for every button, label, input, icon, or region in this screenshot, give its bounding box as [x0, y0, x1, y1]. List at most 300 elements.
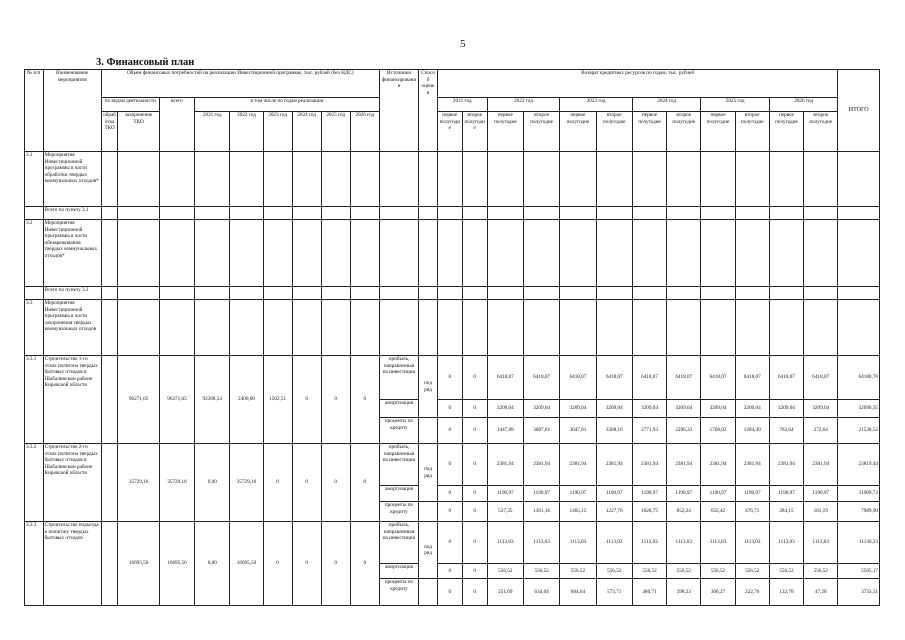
return-value: 2381,94 [804, 444, 838, 486]
empty-cell [379, 152, 418, 207]
return-value: 1113,03 [632, 522, 666, 564]
empty-cell [632, 300, 666, 356]
return-value: 0 [437, 564, 462, 579]
return-value: 1113,03 [523, 522, 559, 564]
burial-value: 16695,50 [118, 522, 160, 606]
empty-cell [769, 220, 803, 287]
return-value: 556,52 [804, 564, 838, 579]
empty-cell [560, 220, 596, 287]
header-method: Способ оценки [419, 70, 438, 152]
processing-value [101, 444, 118, 522]
return-value: 1113,03 [487, 522, 523, 564]
empty-cell [118, 207, 160, 220]
empty-cell [379, 207, 418, 220]
empty-cell [838, 300, 880, 356]
empty-cell [838, 220, 880, 287]
empty-cell [596, 207, 632, 220]
return-value: 6418,07 [804, 356, 838, 400]
return-value: 306,27 [701, 579, 735, 606]
empty-cell [118, 220, 160, 287]
return-value: 537,35 [487, 502, 523, 522]
return-value: 0 [437, 579, 462, 606]
empty-cell [437, 300, 462, 356]
processing-value [101, 356, 118, 444]
empty-cell [560, 152, 596, 207]
return-value: 480,71 [632, 579, 666, 606]
return-value: 852,24 [667, 502, 701, 522]
row-name: Строительство 1-го этапа полигона твердых бытовых отходов в Шабалинском районе Кировской области [43, 356, 101, 444]
empty-cell [263, 287, 292, 300]
empty-cell [321, 287, 350, 300]
row-total: 23819,44 [838, 444, 880, 486]
return-value: 1113,03 [701, 522, 735, 564]
empty-cell [462, 287, 487, 300]
return-value: 1190,97 [596, 486, 632, 502]
return-value: 3209,04 [701, 400, 735, 418]
return-value: 1190,97 [487, 486, 523, 502]
header-first-half: первое полугодие [437, 112, 462, 152]
empty-cell [230, 287, 263, 300]
empty-cell [560, 207, 596, 220]
empty-cell [667, 152, 701, 207]
return-value: 556,52 [735, 564, 769, 579]
empty-cell [838, 207, 880, 220]
return-year-2025: 2025 год [701, 98, 769, 112]
section-row [25, 300, 880, 356]
return-value: 1190,97 [735, 486, 769, 502]
empty-cell [523, 152, 559, 207]
header-sources: Источники финансирования [379, 70, 418, 152]
empty-cell [523, 207, 559, 220]
empty-cell [159, 152, 194, 207]
return-year-2023: 2023 год [560, 98, 633, 112]
return-value: 0 [437, 502, 462, 522]
empty-cell [195, 207, 230, 220]
header-loan-return: Возврат кредитных ресурсов по годам, тыс. рублей [437, 70, 838, 98]
empty-cell [230, 300, 263, 356]
empty-cell [769, 207, 803, 220]
return-year-2021: 2021 год [437, 98, 487, 112]
header-by-activity: по видам деятельности [101, 98, 159, 112]
return-value: 1361,16 [523, 502, 559, 522]
empty-cell [523, 220, 559, 287]
empty-cell [769, 152, 803, 207]
return-value: 3209,04 [596, 400, 632, 418]
year-value: 16695,50 [230, 522, 263, 606]
row-total: 21528,52 [838, 418, 880, 444]
return-value: 6418,07 [487, 356, 523, 400]
row-total: 11130,33 [838, 522, 880, 564]
empty-cell [195, 287, 230, 300]
section-title: 3. Финансовый план [96, 57, 195, 68]
empty-cell [437, 152, 462, 207]
return-value: 556,52 [596, 564, 632, 579]
return-value: 0 [437, 418, 462, 444]
header-burial: захоронение ТКО [118, 112, 160, 152]
return-value: 3209,04 [735, 400, 769, 418]
empty-cell [838, 152, 880, 207]
return-value: 1028,75 [632, 502, 666, 522]
empty-cell [419, 152, 438, 207]
empty-cell [632, 287, 666, 300]
return-value: 1447,88 [487, 418, 523, 444]
return-value: 556,52 [667, 564, 701, 579]
empty-cell [462, 152, 487, 207]
empty-cell [596, 300, 632, 356]
total-value: 35729,16 [159, 444, 194, 522]
impl-year-2023: 2023 год [263, 112, 292, 152]
empty-cell [523, 287, 559, 300]
empty-cell [487, 207, 523, 220]
table-row [25, 444, 880, 486]
year-value: 0 [350, 444, 379, 522]
return-value: 0 [462, 564, 487, 579]
return-year-2026: 2026 год [769, 98, 838, 112]
empty-cell [292, 300, 321, 356]
return-value: 251,09 [487, 579, 523, 606]
year-value: 0 [350, 522, 379, 606]
return-value: 0 [437, 356, 462, 400]
return-value: 0 [437, 522, 462, 564]
method-empty [419, 418, 438, 444]
header-first-half: первое полугодие [560, 112, 596, 152]
empty-cell [230, 152, 263, 207]
return-value: 556,52 [769, 564, 803, 579]
return-value: 1113,03 [560, 522, 596, 564]
row-name: Мероприятия Инвестиционной программы в части обезвреживания твердых коммунальных отходов* [43, 220, 101, 287]
return-value: 1190,97 [804, 486, 838, 502]
return-value: 2381,94 [735, 444, 769, 486]
return-value: 2381,94 [667, 444, 701, 486]
return-value: 1284,49 [735, 418, 769, 444]
method-value: под ряд [419, 522, 438, 579]
empty-cell [419, 287, 438, 300]
empty-cell [292, 287, 321, 300]
return-value: 763,64 [769, 418, 803, 444]
return-value: 1465,15 [560, 502, 596, 522]
empty-cell [230, 207, 263, 220]
empty-cell [419, 300, 438, 356]
empty-cell [838, 287, 880, 300]
return-value: 101,19 [804, 502, 838, 522]
year-value: 0 [321, 522, 350, 606]
empty-cell [437, 287, 462, 300]
return-value: 284,15 [769, 502, 803, 522]
empty-cell [462, 207, 487, 220]
impl-year-2024: 2024 год [292, 112, 321, 152]
empty-cell [487, 152, 523, 207]
row-num: 3.3.1 [25, 356, 44, 444]
row-num-cell [25, 287, 44, 300]
empty-cell [701, 152, 735, 207]
empty-cell [292, 207, 321, 220]
empty-cell [701, 300, 735, 356]
row-total: 3733,51 [838, 579, 880, 606]
return-value: 3209,04 [804, 400, 838, 418]
source-label: прибыль, направленная на инвестиции [379, 356, 418, 400]
return-value: 1113,03 [735, 522, 769, 564]
processing-value [101, 522, 118, 606]
return-value: 0 [462, 400, 487, 418]
header-total-col: всего [159, 98, 194, 152]
empty-cell [523, 300, 559, 356]
empty-cell [263, 152, 292, 207]
return-value: 573,71 [596, 579, 632, 606]
empty-cell [632, 220, 666, 287]
header-volume: Объем финансовых потребностей на реализацию Инвестиционной программы, тыс. рублей (без НДС) [101, 70, 379, 98]
row-name: Строительство 2-го этапа полигона твердых бытовых отходов в Шабалинском районе Кировской области [43, 444, 101, 522]
empty-cell [701, 220, 735, 287]
year-value: 0,00 [195, 444, 230, 522]
header-processing: обработка ТКО [101, 112, 118, 152]
return-value: 0 [462, 444, 487, 486]
empty-cell [769, 300, 803, 356]
empty-cell [419, 207, 438, 220]
return-value: 3687,61 [523, 418, 559, 444]
financial-plan-table [24, 69, 880, 606]
empty-cell [596, 152, 632, 207]
empty-cell [379, 287, 418, 300]
empty-cell [437, 207, 462, 220]
impl-year-2022: 2022 год [230, 112, 263, 152]
year-value: 35729,16 [230, 444, 263, 522]
empty-cell [379, 220, 418, 287]
empty-cell [804, 287, 838, 300]
row-num: 3.2 [25, 220, 44, 287]
return-value: 476,71 [735, 502, 769, 522]
year-value: 1502,51 [263, 356, 292, 444]
return-value: 3209,04 [560, 400, 596, 418]
return-value: 0 [462, 502, 487, 522]
return-value: 2771,93 [632, 418, 666, 444]
method-value: под ряд [419, 444, 438, 502]
year-value: 2400,00 [230, 356, 263, 444]
table-row [25, 356, 880, 400]
empty-cell [667, 287, 701, 300]
impl-year-2025: 2025 год [321, 112, 350, 152]
return-value: 3209,04 [769, 400, 803, 418]
return-value: 556,52 [523, 564, 559, 579]
empty-cell [350, 300, 379, 356]
subtotal-row [25, 207, 880, 220]
return-value: 132,78 [769, 579, 803, 606]
subtotal-label: Всего по пункту 3.2 [43, 287, 101, 300]
empty-cell [632, 207, 666, 220]
return-value: 2381,94 [701, 444, 735, 486]
section-row [25, 152, 880, 207]
return-value: 1768,02 [701, 418, 735, 444]
method-empty [419, 502, 438, 522]
return-value: 2296,33 [667, 418, 701, 444]
row-total: 7989,90 [838, 502, 880, 522]
return-value: 556,52 [487, 564, 523, 579]
method-value: под ряд [419, 356, 438, 418]
return-value: 6418,07 [523, 356, 559, 400]
return-value: 0 [462, 486, 487, 502]
empty-cell [462, 300, 487, 356]
header-second-half: второе полугодие [667, 112, 701, 152]
return-value: 556,52 [632, 564, 666, 579]
return-value: 3047,81 [560, 418, 596, 444]
row-num: 3.1 [25, 152, 44, 207]
return-value: 3209,04 [523, 400, 559, 418]
year-value: 0 [263, 522, 292, 606]
return-value: 2381,94 [596, 444, 632, 486]
empty-cell [230, 220, 263, 287]
return-year-2024: 2024 год [632, 98, 700, 112]
return-year-2022: 2022 год [487, 98, 560, 112]
return-value: 6418,07 [560, 356, 596, 400]
return-value: 1113,03 [804, 522, 838, 564]
year-value: 0 [292, 444, 321, 522]
return-value: 1113,03 [596, 522, 632, 564]
empty-cell [321, 152, 350, 207]
return-value: 6418,07 [701, 356, 735, 400]
return-value: 0 [462, 522, 487, 564]
return-value: 3308,16 [596, 418, 632, 444]
empty-cell [321, 207, 350, 220]
return-value: 0 [462, 579, 487, 606]
empty-cell [735, 220, 769, 287]
empty-cell [667, 207, 701, 220]
year-value: 0 [321, 356, 350, 444]
return-value: 1190,97 [701, 486, 735, 502]
return-value: 6418,07 [632, 356, 666, 400]
year-value: 0 [292, 522, 321, 606]
return-value: 0 [437, 444, 462, 486]
return-value: 2381,94 [487, 444, 523, 486]
year-value: 0 [350, 356, 379, 444]
section-row [25, 220, 880, 287]
subtotal-label: Всего по пункту 3.1 [43, 207, 101, 220]
year-value: 92368,54 [195, 356, 230, 444]
return-value: 2381,94 [632, 444, 666, 486]
row-name: Строительство подъезда к полигону твердых бытовых отходов [43, 522, 101, 606]
empty-cell [101, 207, 118, 220]
return-value: 1190,97 [560, 486, 596, 502]
year-value: 0 [321, 444, 350, 522]
empty-cell [263, 300, 292, 356]
return-value: 3209,04 [487, 400, 523, 418]
header-second-half: второе полугодие [596, 112, 632, 152]
empty-cell [804, 152, 838, 207]
empty-cell [159, 300, 194, 356]
return-value: 6418,07 [769, 356, 803, 400]
empty-cell [667, 220, 701, 287]
row-total: 64180,70 [838, 356, 880, 400]
empty-cell [321, 220, 350, 287]
year-value: 0 [263, 444, 292, 522]
return-value: 1113,03 [667, 522, 701, 564]
return-value: 556,52 [560, 564, 596, 579]
empty-cell [118, 152, 160, 207]
return-value: 272,64 [804, 418, 838, 444]
empty-cell [769, 287, 803, 300]
return-value: 0 [462, 418, 487, 444]
empty-cell [632, 152, 666, 207]
return-value: 222,76 [735, 579, 769, 606]
return-value: 1190,97 [523, 486, 559, 502]
source-label: проценты по кредиту [379, 579, 418, 606]
header-second-half: второе полугодие [804, 112, 838, 152]
return-value: 3209,04 [667, 400, 701, 418]
return-value: 1190,97 [632, 486, 666, 502]
total-value: 96271,05 [159, 356, 194, 444]
empty-cell [263, 220, 292, 287]
empty-cell [735, 207, 769, 220]
empty-cell [667, 300, 701, 356]
empty-cell [487, 300, 523, 356]
empty-cell [701, 287, 735, 300]
return-value: 3209,04 [632, 400, 666, 418]
header-first-half: первое полугодие [701, 112, 735, 152]
header-first-half: первое полугодие [632, 112, 666, 152]
empty-cell [596, 220, 632, 287]
empty-cell [560, 287, 596, 300]
empty-cell [101, 300, 118, 356]
source-label: амортизация [379, 486, 418, 502]
empty-cell [350, 152, 379, 207]
header-first-half: первое полугодие [487, 112, 523, 152]
empty-cell [487, 287, 523, 300]
row-num: 3.3.3 [25, 522, 44, 606]
empty-cell [195, 220, 230, 287]
return-value: 0 [462, 356, 487, 400]
empty-cell [292, 220, 321, 287]
return-value: 684,64 [560, 579, 596, 606]
source-label: проценты по кредиту [379, 502, 418, 522]
header-num: № п/п [25, 70, 44, 152]
subtotal-row [25, 287, 880, 300]
empty-cell [118, 300, 160, 356]
return-value: 6418,07 [596, 356, 632, 400]
empty-cell [159, 287, 194, 300]
empty-cell [419, 220, 438, 287]
header-second-half: второе полугодие [735, 112, 769, 152]
empty-cell [263, 207, 292, 220]
empty-cell [195, 152, 230, 207]
impl-year-2026: 2026 год [350, 112, 379, 152]
empty-cell [350, 220, 379, 287]
return-value: 2381,94 [523, 444, 559, 486]
row-num: 3.3.2 [25, 444, 44, 522]
return-value: 2381,94 [560, 444, 596, 486]
empty-cell [350, 207, 379, 220]
return-value: 1190,97 [769, 486, 803, 502]
burial-value: 35729,16 [118, 444, 160, 522]
return-value: 6418,07 [667, 356, 701, 400]
empty-cell [735, 287, 769, 300]
empty-cell [462, 220, 487, 287]
return-value: 1190,97 [667, 486, 701, 502]
empty-cell [804, 300, 838, 356]
empty-cell [735, 300, 769, 356]
source-label: амортизация [379, 564, 418, 579]
empty-cell [159, 220, 194, 287]
total-value: 16695,50 [159, 522, 194, 606]
header-total: ИТОГО [838, 70, 880, 152]
empty-cell [379, 300, 418, 356]
empty-cell [804, 220, 838, 287]
header-first-half: первое полугодие [769, 112, 803, 152]
table-row [25, 522, 880, 564]
empty-cell [101, 287, 118, 300]
empty-cell [735, 152, 769, 207]
page-number: 5 [460, 38, 466, 50]
row-num-cell [25, 207, 44, 220]
impl-year-2021: 2021 год [195, 112, 230, 152]
row-num: 3.3 [25, 300, 44, 356]
